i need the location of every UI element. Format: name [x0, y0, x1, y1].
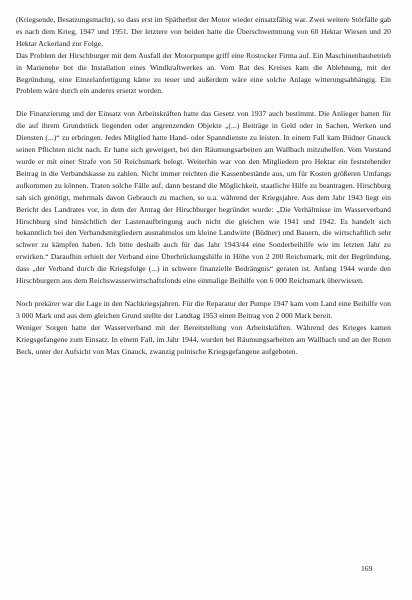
paragraph-labor: Weniger Sorgen hatte der Wasserverband mit der Bereitstellung von Arbeitskräften. Während des Krieges kamen Kriegsgefangene zum Einsatz. In einem Fall, im Jahr 1944, wurden bei Räumungsarbeiten am Wallbach und an der Roten Beck, unter der Aufsicht von Max Gnauck, zwanzig polnische Kriegsgefangene aufgeboten.: [16, 322, 391, 356]
paragraph-postwar: Noch prekärer war die Lage in den Nachkriegsjahren. Für die Reparatur der Pumpe 1947 kam vom Land eine Beihilfe von 3 000 Mark und aus dem gleichen Grund stellte der Landtag 1953 einen Beitrag von 2 000 Mark bereit.: [16, 298, 391, 320]
paragraph-windmill-offer: Das Problem der Hirschburger mit dem Ausfall der Motorpumpe griff eine Rostocker Firma auf. Ein Maschinenbaubetrieb in Marienehe bot die Installation eines Windkraftwerkes an. Vom Rat des Kreises kam die Ablehnung, mit der Begründung, eine Einzelanfertigung käme zu teuer und außerdem wäre eine solche Anlage witterungsabhängig. Ein Problem wäre durch ein anderes ersetzt worden.: [16, 50, 391, 96]
paragraph-pump-repair: (Kriegsende, Besatzungsmacht), so dass erst im Spätherbst der Motor wieder einsatzfähig war. Zwei weitere Störfälle gab es nach dem Krieg, 1947 und 1951. Der letztere von beiden hatte die Überschwemmung von 60 Hektar Wiesen und 20 Hektar Ackerland zur Folge.: [16, 15, 391, 48]
page-number: 169: [361, 564, 373, 573]
body-text: [16, 14, 391, 357]
paragraph-financing: Die Finanzierung und der Einsatz von Arbeitskräften hatte das Gesetz von 1937 auch bestimmt. Die Anlieger hatten für die auf ihrem Grundstück liegenden oder angrenzenden Objekte „(...) Beiträge in Geld oder in Sachen, Werken und Diensten (...)“ zu erbringen. Jedes Mitglied hatte Hand- oder Spanndienste zu leisten. In einem Fall kam Büdner Gnauck seinen Pflichten nicht nach. Er hatte sich geweigert, bei den Räumungsarbeiten am Wallbach mitzuhelfen. Vom Vorstand wurde er mit einer Strafe von 50 Reichsmark belegt. Weiterhin war von den Mitgliedern pro Hektar ein feststehender Beitrag in die Verbandskasse zu zahlen. Nicht immer reichten die Kassenbestände aus, um für Kosten größeren Umfangs aufkommen zu können. Traten solche Fälle auf, dann bestand die Möglichkeit, staatliche Hilfe zu beantragen. Hirschburg sah sich genötigt, mehrmals davon Gebrauch zu machen, so u.a. während der Kriegsjahre. Aus dem Jahr 1943 liegt ein Bericht des Landrates vor, in dem der Antrag der Hirschburger begründet wurde: „Die Verhältnisse im Wasserverband Hirschburg sind hinsichtlich der Lastenaufbringung auch nicht die gleichen wie 1941 und 1942. Es handelt sich bekanntlich bei den Verbandsmitgliedern ausnahmslos um kleine Landwirte (Büdner) und Bauern, die wirtschaftlich sehr schwer zu kämpfen haben. Ich bitte deshalb auch für das Jahr 1943/44 eine Sonderbeihilfe wie im letzten Jahr zu erwirken.“ Daraufhin erhielt der Verband eine Überbrückungshilfe in Höhe von 2 200 Reichsmark, mit der Begründung, dass „der Verband durch die Kriegsfolge (...) in schwere finanzielle Bedrängnis“ geraten ist. Anfang 1944 wurde den Hirschburgern aus dem Reichswasserwirtschaftsfonds eine einmalige Beihilfe von 6 000 Reichsmark überwiesen.: [16, 109, 391, 286]
